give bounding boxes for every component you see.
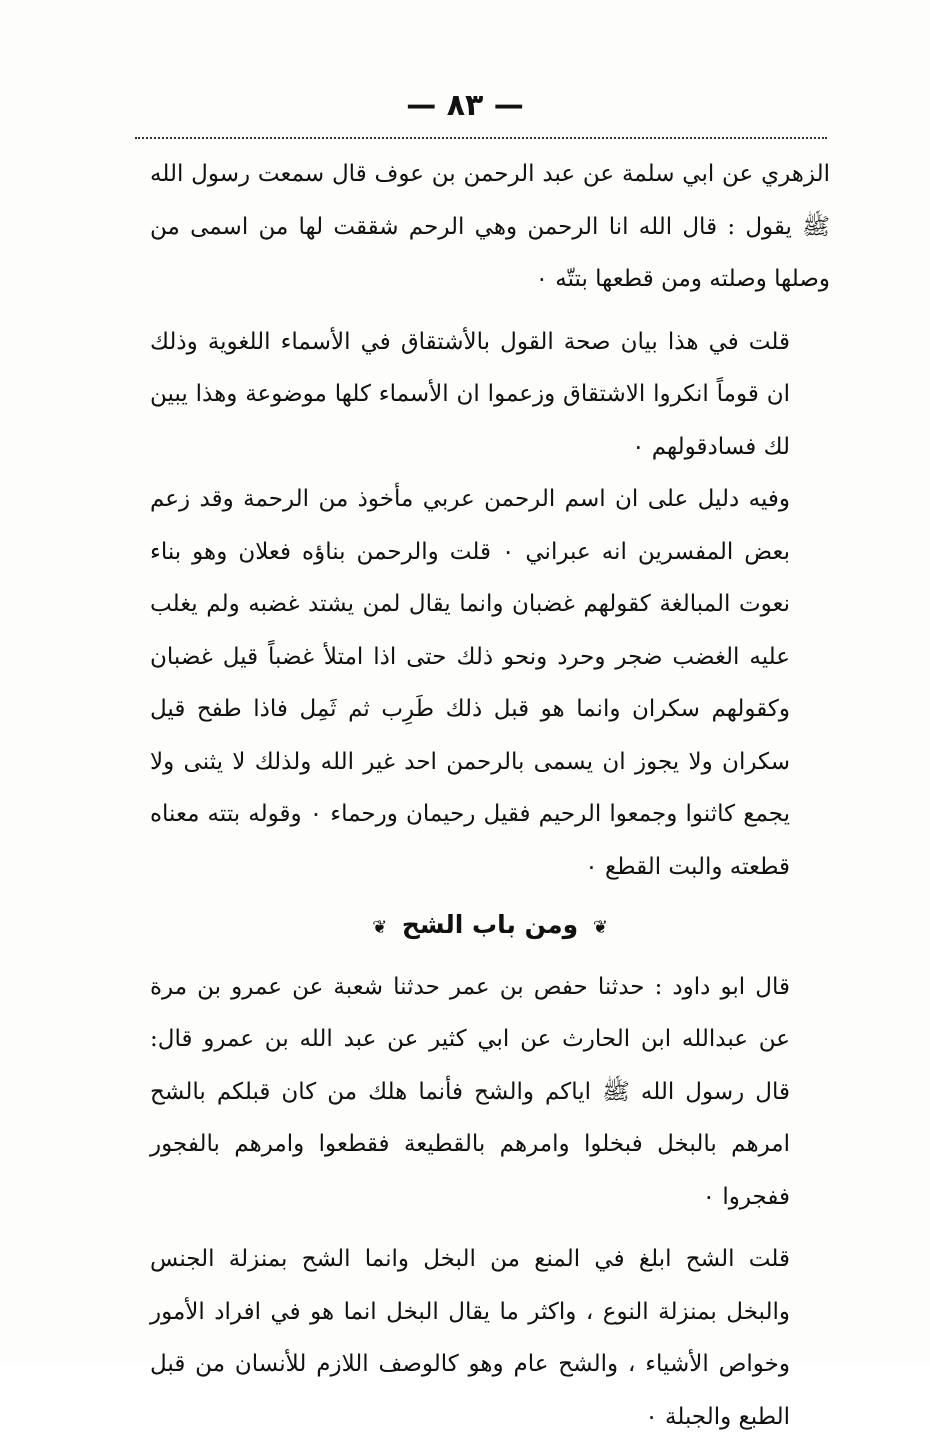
ornament-left-icon: ❦ <box>372 917 388 938</box>
paragraph-shuhh-commentary: قلت الشح ابلغ في المنع من البخل وانما الشح بمنزلة الجنس والبخل بمنزلة النوع ، واكثر ما يقال البخل انما هو في افراد الأمور وخواص الأشياء ، والشح عام وهو كالوصف اللازم للأنسان من قبل الطبع والجبلة ٠ <box>150 1246 790 1430</box>
paragraph-hadith-rahm: الزهري عن ابي سلمة عن عبد الرحمن بن عوف قال سمعت رسول الله ﷺ يقول : قال الله انا الرحمن وهي الرحم شققت لها من اسمى من وصلها وصلته ومن قطعها بتتّه ٠ <box>150 161 830 292</box>
section-heading <box>150 899 830 955</box>
section-heading-text: ومن باب الشح <box>401 910 579 939</box>
page-number: — ٨٣ — <box>406 88 524 123</box>
page-body <box>150 148 830 1443</box>
ornament-right-icon: ❦ <box>592 917 608 938</box>
paragraph-rahman: وفيه دليل على ان اسم الرحمن عربي مأخوذ من الرحمة وقد زعم بعض المفسرين انه عبراني ٠ قلت والرحمن بناؤه فعلان وهو بناء نعوت المبالغة كقولهم غضبان وانما يقال لمن يشتد غضبه ولم يغلب عليه الغضب ضجر وحرد ونحو ذلك حتى اذا امتلأ غضباً قيل غضبان وكقولهم سكران وانما هو قبل ذلك طَرِب ثم ثَمِل فاذا طفح قيل سكران ولا يجوز ان يسمى بالرحمن احد غير الله ولذلك لا يثنى ولا يجمع كاثنوا وجمعوا الرحيم فقيل رحيمان ورحماء ٠ وقوله بتته معناه قطعته والبت القطع ٠ <box>150 486 790 880</box>
paragraph-hadith-shuhh: قال ابو داود : حدثنا حفص بن عمر حدثنا شعبة عن عمرو بن مرة عن عبدالله ابن الحارث عن ابي كثير عن عبد الله بن عمرو قال: قال رسول الله ﷺ اياكم والشح فأنما هلك من كان قبلكم بالشح امرهم بالبخل فبخلوا وامرهم بالقطيعة فقطعوا وامرهم بالفجور ففجروا ٠ <box>150 973 790 1210</box>
header-dotted-rule <box>135 137 827 139</box>
paragraph-ishtiqaq: قلت في هذا بيان صحة القول بالأشتقاق في الأسماء اللغوية وذلك ان قوماً انكروا الاشتقاق وزعموا ان الأسماء كلها موضوعة وهذا يبين لك فسادقولهم ٠ <box>150 328 790 460</box>
